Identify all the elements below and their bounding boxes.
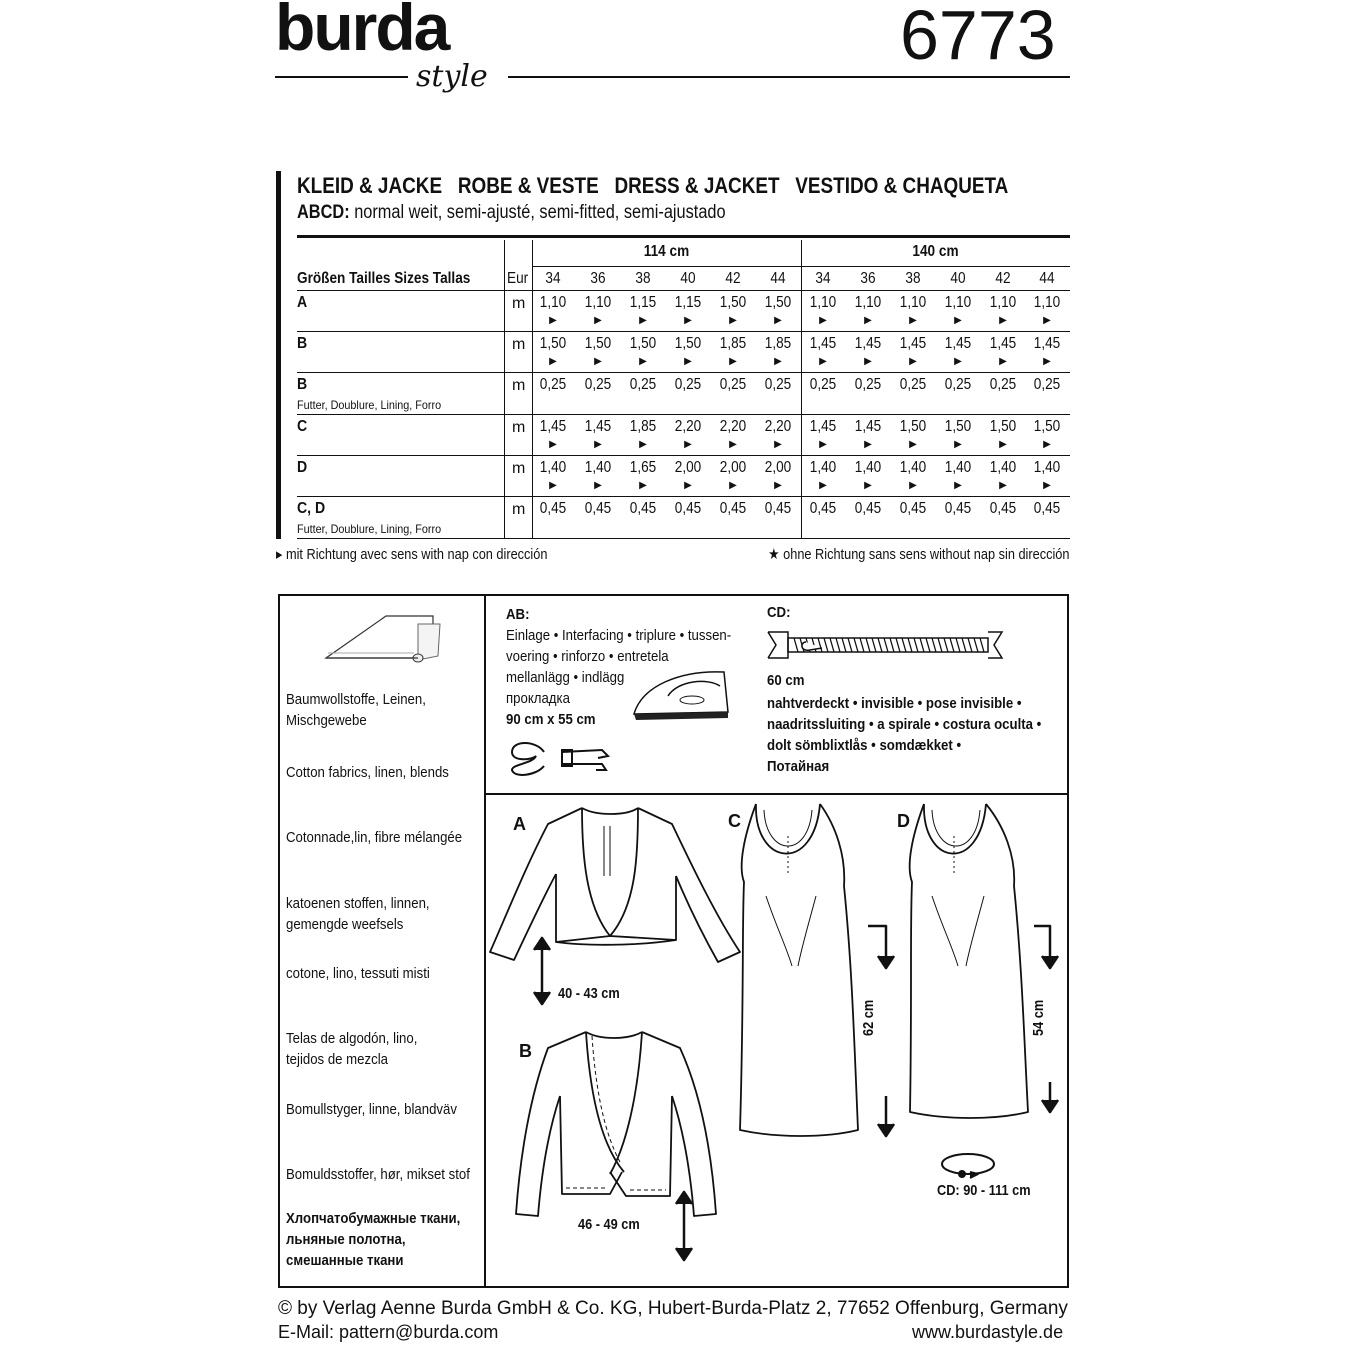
- subtitle-text: normal weit, semi-ajusté, semi-fitted, semi-ajustado: [349, 202, 726, 223]
- nap-arrow-icon: ▶: [684, 356, 692, 367]
- notions-ab-line-3: mellanlägg • indlägg: [506, 669, 625, 686]
- table-row-sublabel: Futter, Doublure, Lining, Forro: [297, 398, 442, 412]
- table-cell: 0,45: [1033, 500, 1061, 517]
- fabric-description: Baumwollstoffe, Leinen, Mischgewebe: [286, 691, 426, 729]
- nap-arrow-icon: ▶: [864, 356, 872, 367]
- table-cell: 2,20: [764, 418, 792, 435]
- nap-arrow-icon: ▶: [954, 315, 962, 326]
- size-col-6: 34: [815, 270, 831, 287]
- table-cell: 0,45: [989, 500, 1017, 517]
- table-cell: 0,45: [809, 500, 837, 517]
- table-row-label: D: [297, 459, 308, 476]
- table-cell: 1,45: [854, 418, 882, 435]
- table-cell: 0,45: [944, 500, 972, 517]
- interfacing-size: 90 cm x 55 cm: [506, 711, 596, 728]
- size-col-7: 36: [860, 270, 876, 287]
- width-group-140: 140 cm: [912, 243, 959, 260]
- table-cell: 0,45: [719, 500, 747, 517]
- view-b-label: B: [519, 1041, 532, 1061]
- table-cell: 2,00: [674, 459, 702, 476]
- legend-with-nap: ▸ mit Richtung avec sens with nap con dirección: [276, 546, 548, 563]
- table-row-unit: m: [512, 295, 526, 312]
- nap-arrow-icon: ▶: [684, 480, 692, 491]
- table-cell: 1,10: [944, 294, 972, 311]
- view-a-length: 40 - 43 cm: [558, 985, 620, 1002]
- nap-arrow-icon: ▶: [549, 439, 557, 450]
- table-cell: 2,00: [719, 459, 747, 476]
- table-row-rule: [297, 455, 1070, 456]
- view-d-label: D: [897, 811, 910, 831]
- table-col-rule: [504, 240, 505, 538]
- nap-arrow-icon: ▶: [729, 315, 737, 326]
- nap-arrow-icon: ▶: [594, 480, 602, 491]
- table-cell: 1,45: [899, 335, 927, 352]
- notions-divider: [484, 793, 1068, 795]
- notions-ab-heading: AB:: [506, 606, 530, 623]
- fabric-description: Хлопчатобумажные ткани, льняные полотна, смешанные ткани: [286, 1210, 461, 1269]
- zipper-icon: [766, 628, 1006, 662]
- table-col-rule: [532, 240, 533, 538]
- table-cell: 1,85: [764, 335, 792, 352]
- table-row-rule: [297, 538, 1070, 539]
- fabric-description: Cotonnade,lin, fibre mélangée: [286, 829, 463, 846]
- nap-arrow-icon: ▶: [864, 315, 872, 326]
- jacket-a-drawing: [490, 808, 740, 962]
- table-row-rule: [297, 414, 1070, 415]
- nap-arrow-icon: ▶: [594, 439, 602, 450]
- table-cell: 1,45: [1033, 335, 1061, 352]
- table-row-label: C: [297, 418, 308, 435]
- size-col-8: 38: [905, 270, 921, 287]
- size-col-4: 42: [725, 270, 741, 287]
- iron-icon: [628, 660, 738, 730]
- garment-illustrations: [486, 796, 1066, 1286]
- pattern-number: 6773: [900, 0, 1056, 74]
- nap-arrow-icon: ▶: [999, 315, 1007, 326]
- size-col-11: 44: [1039, 270, 1055, 287]
- subtitle-prefix: ABCD:: [297, 202, 350, 223]
- nap-arrow-icon: ▶: [1043, 315, 1051, 326]
- table-cell: 0,25: [674, 376, 702, 393]
- table-cell: 1,50: [629, 335, 657, 352]
- table-row-unit: m: [512, 377, 526, 394]
- table-cell: 0,25: [809, 376, 837, 393]
- notions-cd-heading: CD:: [767, 604, 791, 621]
- nap-arrow-icon: ▶: [909, 356, 917, 367]
- table-row-rule: [297, 290, 1070, 291]
- contact-email: E-Mail: pattern@burda.com: [278, 1322, 499, 1342]
- notions-ab-line-2: voering • rinforzo • entretela: [506, 648, 669, 665]
- nap-arrow-icon: ▶: [819, 439, 827, 450]
- size-header: Größen Tailles Sizes Tallas: [297, 270, 471, 287]
- table-row-unit: m: [512, 336, 526, 353]
- table-cell: 0,25: [854, 376, 882, 393]
- table-top-rule: [297, 235, 1070, 238]
- table-row-label: B: [297, 376, 308, 393]
- table-cell: 2,20: [719, 418, 747, 435]
- table-cell: 1,85: [629, 418, 657, 435]
- nap-arrow-icon: ▶: [864, 439, 872, 450]
- table-row-unit: m: [512, 460, 526, 477]
- table-cell: 1,45: [854, 335, 882, 352]
- nap-arrow-icon: ▶: [729, 480, 737, 491]
- table-cell: 0,45: [539, 500, 567, 517]
- table-cell: 1,10: [539, 294, 567, 311]
- table-row-unit: m: [512, 419, 526, 436]
- nap-arrow-icon: ▶: [774, 480, 782, 491]
- website-link: www.burdastyle.de: [912, 1322, 1064, 1342]
- table-cell: 1,40: [899, 459, 927, 476]
- table-cell: 1,50: [584, 335, 612, 352]
- legend-without-nap: ★ ohne Richtung sans sens without nap sin dirección: [767, 546, 1069, 563]
- table-cell: 1,45: [539, 418, 567, 435]
- table-cell: 0,25: [989, 376, 1017, 393]
- table-cell: 2,20: [674, 418, 702, 435]
- brand-logo: burda: [275, 0, 449, 64]
- table-cell: 0,25: [539, 376, 567, 393]
- nap-arrow-icon: ▶: [999, 356, 1007, 367]
- nap-arrow-icon: ▶: [909, 439, 917, 450]
- notions-cd-line-4: Потайная: [767, 758, 830, 775]
- table-cell: 1,45: [944, 335, 972, 352]
- view-d-length: 54 cm: [1030, 999, 1047, 1036]
- notions-cd-line-3: dolt sömblixtlås • somdækket •: [767, 737, 962, 754]
- nap-arrow-icon: ▶: [639, 356, 647, 367]
- nap-arrow-icon: ▶: [1043, 480, 1051, 491]
- fabric-roll-icon: [318, 606, 448, 670]
- table-row-rule: [297, 496, 1070, 497]
- nap-arrow-icon: ▶: [729, 356, 737, 367]
- table-cell: 1,50: [944, 418, 972, 435]
- table-cell: 1,10: [584, 294, 612, 311]
- notions-ab-line-4: прокладка: [506, 690, 570, 707]
- notions-ab-line-1: Einlage • Interfacing • triplure • tussen-: [506, 627, 732, 644]
- table-cell: 1,50: [1033, 418, 1061, 435]
- nap-arrow-icon: ▶: [819, 480, 827, 491]
- table-cell: 1,45: [584, 418, 612, 435]
- dress-c-drawing: [740, 804, 858, 1136]
- table-cell: 0,25: [1033, 376, 1061, 393]
- table-cell: 1,50: [989, 418, 1017, 435]
- table-cell: 0,25: [944, 376, 972, 393]
- notions-cd-line-2: naadritssluiting • a spirale • costura oculta •: [767, 716, 1042, 733]
- table-cell: 0,45: [899, 500, 927, 517]
- table-cell: 1,15: [629, 294, 657, 311]
- hem-circumference-icon: [942, 1154, 994, 1178]
- table-cell: 1,10: [854, 294, 882, 311]
- page-title: KLEID & JACKE ROBE & VESTE DRESS & JACKET VESTIDO & CHAQUETA: [297, 173, 1009, 198]
- size-col-10: 42: [995, 270, 1011, 287]
- table-cell: 1,50: [764, 294, 792, 311]
- table-row-label: A: [297, 294, 308, 311]
- length-arrows: [534, 926, 1058, 1260]
- nap-arrow-icon: ▶: [774, 356, 782, 367]
- fabric-description: Bomuldsstoffer, hør, mikset stof: [286, 1166, 470, 1183]
- hook-and-eye-icon: [506, 738, 616, 778]
- table-cell: 1,10: [899, 294, 927, 311]
- table-cell: 0,45: [584, 500, 612, 517]
- title-bar: [276, 171, 281, 539]
- table-row-rule: [297, 331, 1070, 332]
- view-a-label: A: [513, 814, 526, 834]
- nap-arrow-icon: ▶: [1043, 439, 1051, 450]
- table-cell: 1,15: [674, 294, 702, 311]
- view-b-length: 46 - 49 cm: [578, 1216, 640, 1233]
- nap-arrow-icon: ▶: [1043, 356, 1051, 367]
- nap-arrow-icon: ▶: [999, 480, 1007, 491]
- nap-arrow-icon: ▶: [954, 356, 962, 367]
- table-cell: 1,40: [989, 459, 1017, 476]
- dress-d-drawing: [910, 804, 1028, 1118]
- table-cell: 0,45: [629, 500, 657, 517]
- notions-cd-line-1: nahtverdeckt • invisible • pose invisible •: [767, 695, 1022, 712]
- nap-arrow-icon: ▶: [549, 315, 557, 326]
- table-cell: 1,45: [809, 335, 837, 352]
- table-cell: 1,45: [989, 335, 1017, 352]
- table-cell: 1,50: [539, 335, 567, 352]
- nap-arrow-icon: ▶: [684, 439, 692, 450]
- table-cell: 1,45: [809, 418, 837, 435]
- nap-arrow-icon: ▶: [639, 480, 647, 491]
- nap-arrow-icon: ▶: [999, 439, 1007, 450]
- table-cell: 1,50: [899, 418, 927, 435]
- copyright: © by Verlag Aenne Burda GmbH & Co. KG, Hubert-Burda-Platz 2, 77652 Offenburg, Germany: [278, 1298, 1068, 1319]
- table-cell: 1,40: [1033, 459, 1061, 476]
- size-col-9: 40: [950, 270, 966, 287]
- nap-arrow-icon: ▶: [684, 315, 692, 326]
- table-cell: 1,40: [539, 459, 567, 476]
- table-col-rule: [801, 240, 802, 538]
- view-c-length: 62 cm: [860, 999, 877, 1036]
- table-cell: 1,40: [854, 459, 882, 476]
- table-cell: 0,25: [899, 376, 927, 393]
- nap-arrow-icon: ▶: [819, 315, 827, 326]
- table-cell: 1,40: [809, 459, 837, 476]
- table-cell: 0,45: [674, 500, 702, 517]
- table-cell: 1,50: [719, 294, 747, 311]
- size-col-2: 38: [635, 270, 651, 287]
- table-row-unit: m: [512, 501, 526, 518]
- table-cell: 1,10: [1033, 294, 1061, 311]
- nap-arrow-icon: ▶: [909, 480, 917, 491]
- table-cell: 0,25: [719, 376, 747, 393]
- eur-label: Eur: [507, 270, 529, 287]
- fabric-description: Telas de algodón, lino, tejidos de mezcla: [286, 1030, 418, 1068]
- table-cell: 1,65: [629, 459, 657, 476]
- table-cell: 1,40: [584, 459, 612, 476]
- size-col-3: 40: [680, 270, 696, 287]
- table-cell: 1,10: [989, 294, 1017, 311]
- nap-arrow-icon: ▶: [549, 356, 557, 367]
- nap-arrow-icon: ▶: [594, 315, 602, 326]
- table-cell: 0,45: [854, 500, 882, 517]
- table-cell: 0,45: [764, 500, 792, 517]
- nap-arrow-icon: ▶: [774, 439, 782, 450]
- nap-arrow-icon: ▶: [954, 439, 962, 450]
- size-col-0: 34: [545, 270, 561, 287]
- table-row-label: B: [297, 335, 308, 352]
- nap-arrow-icon: ▶: [819, 356, 827, 367]
- table-cell: 1,40: [944, 459, 972, 476]
- brand-logo-sub: style: [416, 59, 488, 94]
- nap-arrow-icon: ▶: [909, 315, 917, 326]
- size-col-1: 36: [590, 270, 606, 287]
- nap-arrow-icon: ▶: [954, 480, 962, 491]
- nap-arrow-icon: ▶: [594, 356, 602, 367]
- jacket-b-drawing: [516, 1032, 716, 1216]
- table-row-rule: [297, 372, 1070, 373]
- size-col-5: 44: [770, 270, 786, 287]
- nap-arrow-icon: ▶: [774, 315, 782, 326]
- fabric-description: Bomullstyger, linne, blandväv: [286, 1101, 457, 1118]
- table-cell: 2,00: [764, 459, 792, 476]
- width-group-114: 114 cm: [643, 243, 690, 260]
- nap-arrow-icon: ▶: [864, 480, 872, 491]
- table-cell: 1,85: [719, 335, 747, 352]
- table-cell: 0,25: [764, 376, 792, 393]
- table-cell: 0,25: [629, 376, 657, 393]
- fabric-description: katoenen stoffen, linnen, gemengde weefsels: [286, 895, 430, 933]
- table-cell: 1,10: [809, 294, 837, 311]
- table-row-sublabel: Futter, Doublure, Lining, Forro: [297, 522, 442, 536]
- zipper-length: 60 cm: [767, 672, 805, 689]
- fabric-description: Cotton fabrics, linen, blends: [286, 764, 449, 781]
- page-subtitle: [297, 202, 726, 224]
- nap-arrow-icon: ▶: [639, 439, 647, 450]
- nap-arrow-icon: ▶: [729, 439, 737, 450]
- view-c-label: C: [728, 811, 741, 831]
- table-cell: 1,50: [674, 335, 702, 352]
- table-row-label: C, D: [297, 500, 326, 517]
- hem-width: CD: 90 - 111 cm: [937, 1182, 1031, 1199]
- header-rule: [275, 76, 1070, 78]
- nap-arrow-icon: ▶: [639, 315, 647, 326]
- fabric-description: cotone, lino, tessuti misti: [286, 965, 430, 982]
- table-cell: 0,25: [584, 376, 612, 393]
- nap-arrow-icon: ▶: [549, 480, 557, 491]
